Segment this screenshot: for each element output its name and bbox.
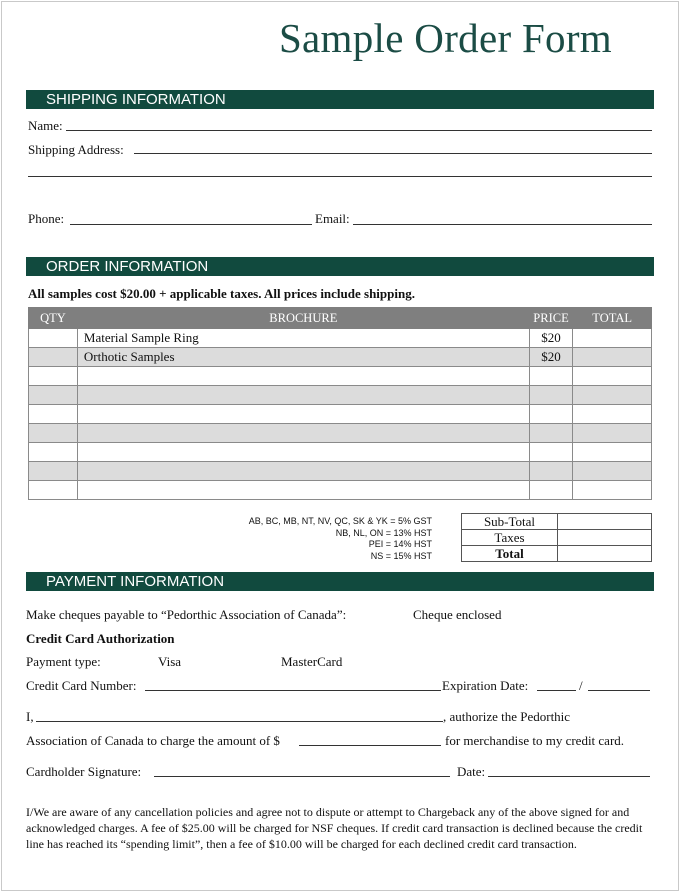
qty-cell[interactable]	[29, 405, 78, 424]
price-cell: $20	[529, 348, 573, 367]
qty-cell[interactable]	[29, 424, 78, 443]
association-text: Association of Canada to charge the amount of $	[26, 733, 280, 748]
payment-header: PAYMENT INFORMATION	[26, 572, 654, 591]
brochure-cell[interactable]	[77, 481, 529, 500]
cc-number-label: Credit Card Number:	[26, 678, 137, 693]
price-cell[interactable]	[529, 386, 573, 405]
tax-rate-line: PEI = 14% HST	[368, 539, 432, 549]
cc-number-field[interactable]	[145, 690, 441, 691]
signature-label: Cardholder Signature:	[26, 764, 142, 779]
order-table	[28, 307, 652, 500]
merchandise-text: for merchandise to my credit card.	[445, 733, 625, 748]
column-brochure: BROCHURE	[77, 308, 529, 329]
expiration-label: Expiration Date:	[442, 678, 529, 693]
subtotal-label: Sub-Total	[462, 514, 558, 530]
date-label: Date:	[457, 764, 486, 779]
price-cell[interactable]	[529, 462, 573, 481]
price-cell[interactable]	[529, 367, 573, 386]
table-row	[29, 348, 652, 367]
qty-cell[interactable]	[29, 386, 78, 405]
expiration-year-field[interactable]	[588, 690, 650, 691]
tax-rate-line: NS = 15% HST	[370, 550, 432, 561]
total-cell[interactable]	[573, 329, 652, 348]
price-cell[interactable]	[529, 481, 573, 500]
total-cell[interactable]	[573, 462, 652, 481]
qty-cell[interactable]	[29, 443, 78, 462]
price-cell[interactable]	[529, 424, 573, 443]
shipping-header: SHIPPING INFORMATION	[26, 90, 654, 109]
price-cell[interactable]	[529, 443, 573, 462]
cheque-payable-text: Make cheques payable to “Pedorthic Association of Canada”:	[26, 607, 347, 622]
visa-option[interactable]: Visa	[158, 654, 182, 669]
i-label: I,	[26, 709, 34, 724]
taxes-row	[462, 530, 652, 546]
totals-table	[461, 513, 652, 562]
mastercard-option[interactable]: MasterCard	[281, 654, 343, 669]
total-cell[interactable]	[573, 367, 652, 386]
table-row	[29, 481, 652, 500]
column-total: TOTAL	[573, 308, 652, 329]
taxes-value[interactable]	[558, 530, 652, 546]
price-cell: $20	[529, 329, 573, 348]
expiration-slash: /	[579, 678, 583, 693]
price-cell[interactable]	[529, 405, 573, 424]
total-cell[interactable]	[573, 348, 652, 367]
total-cell[interactable]	[573, 386, 652, 405]
total-cell[interactable]	[573, 443, 652, 462]
taxes-label: Taxes	[462, 530, 558, 546]
table-row	[29, 443, 652, 462]
brochure-cell: Material Sample Ring	[77, 329, 529, 348]
qty-cell[interactable]	[29, 367, 78, 386]
brochure-cell[interactable]	[77, 462, 529, 481]
order-header: ORDER INFORMATION	[26, 257, 654, 276]
brochure-cell[interactable]	[77, 443, 529, 462]
brochure-cell[interactable]	[77, 367, 529, 386]
cheque-enclosed-option[interactable]: Cheque enclosed	[413, 607, 502, 622]
phone-field[interactable]	[70, 224, 312, 225]
disclaimer-text: I/We are aware of any cancellation policies and agree not to dispute or attempt to Chargeback any of the above signed for and acknowledged charges. A fee of $25.00 will be charged for NSF cheques. If credit card transaction is declined because the credit line has reached its “spending limit”, then a fee of $10.00 will be charged for each declined credit card transaction.	[26, 805, 643, 851]
column-price: PRICE	[529, 308, 573, 329]
total-cell[interactable]	[573, 424, 652, 443]
tax-rates	[210, 516, 432, 562]
authorize-text: , authorize the Pedorthic	[443, 709, 571, 724]
column-qty: QTY	[29, 308, 78, 329]
order-table-header	[29, 308, 652, 329]
qty-cell[interactable]	[29, 462, 78, 481]
total-cell[interactable]	[573, 405, 652, 424]
address-field[interactable]	[134, 153, 652, 154]
total-cell[interactable]	[573, 481, 652, 500]
qty-cell[interactable]	[29, 329, 78, 348]
subtotal-row	[462, 514, 652, 530]
expiration-month-field[interactable]	[537, 690, 576, 691]
address-field-line-2[interactable]	[28, 176, 652, 177]
tax-rate-line: NB, NL, ON = 13% HST	[335, 527, 432, 538]
cc-authorization-heading: Credit Card Authorization	[26, 631, 175, 646]
table-row	[29, 405, 652, 424]
table-row	[29, 367, 652, 386]
brochure-cell[interactable]	[77, 386, 529, 405]
order-note: All samples cost $20.00 + applicable taxes. All prices include shipping.	[28, 286, 415, 301]
table-row	[29, 462, 652, 481]
table-row	[29, 386, 652, 405]
subtotal-value[interactable]	[558, 514, 652, 530]
email-field[interactable]	[353, 224, 652, 225]
date-field[interactable]	[488, 776, 650, 777]
brochure-cell[interactable]	[77, 424, 529, 443]
cardholder-name-field[interactable]	[36, 721, 443, 722]
brochure-cell: Orthotic Samples	[77, 348, 529, 367]
charge-amount-field[interactable]	[299, 745, 441, 746]
table-row	[29, 424, 652, 443]
total-row	[462, 546, 652, 562]
brochure-cell[interactable]	[77, 405, 529, 424]
address-label: Shipping Address:	[28, 142, 124, 157]
total-label: Total	[462, 546, 558, 562]
payment-type-label: Payment type:	[26, 654, 101, 669]
signature-field[interactable]	[154, 776, 450, 777]
qty-cell[interactable]	[29, 481, 78, 500]
total-value[interactable]	[558, 546, 652, 562]
tax-rate-line: AB, BC, MB, NT, NV, QC, SK & YK = 5% GST	[248, 516, 432, 526]
name-field[interactable]	[66, 130, 652, 131]
email-label: Email:	[315, 211, 350, 226]
phone-label: Phone:	[28, 211, 65, 226]
table-row	[29, 329, 652, 348]
page-title: Sample Order Form	[278, 15, 612, 61]
qty-cell[interactable]	[29, 348, 78, 367]
name-label: Name:	[28, 118, 63, 133]
